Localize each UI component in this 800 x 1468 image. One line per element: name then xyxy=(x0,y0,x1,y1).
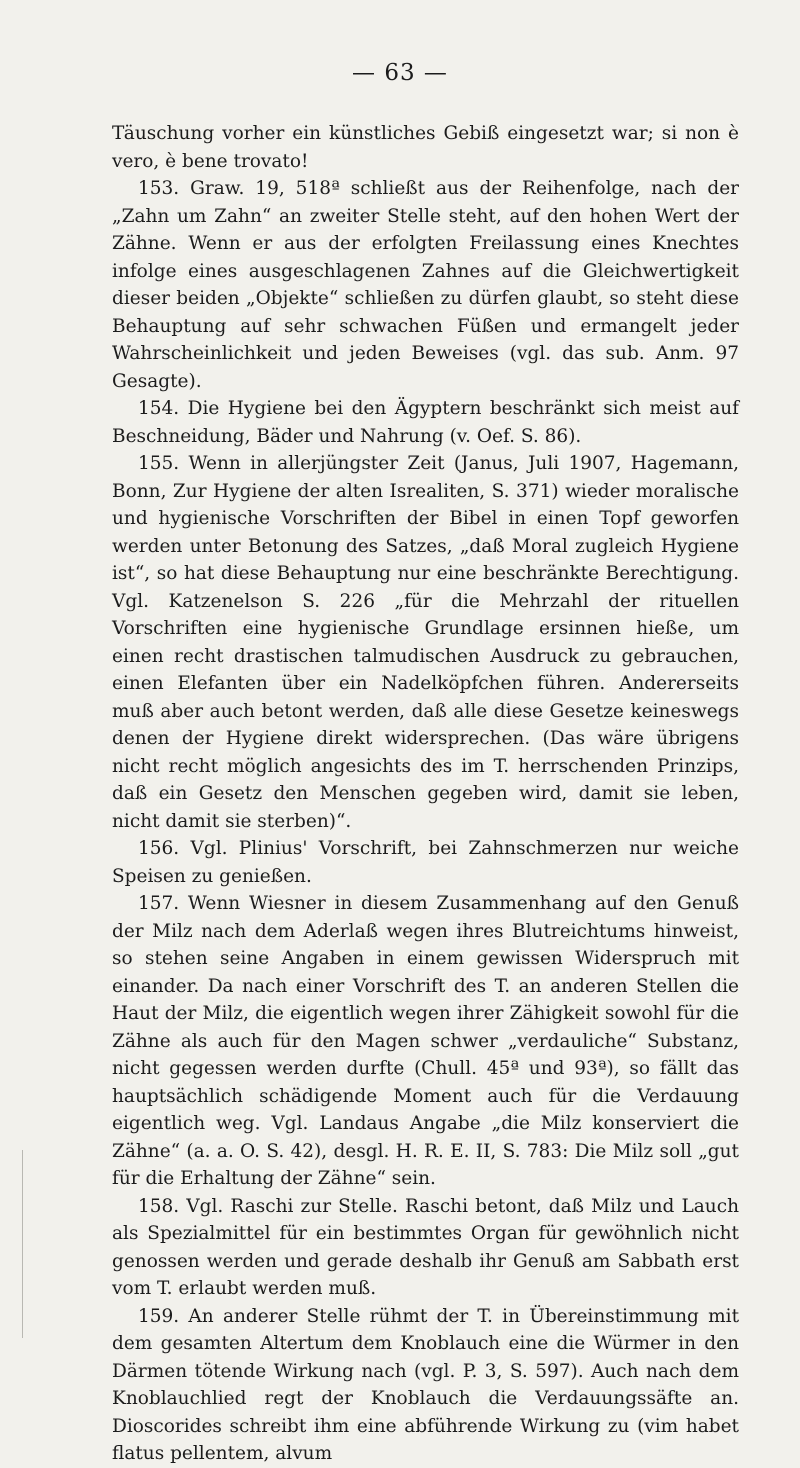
page-number: — 63 — xyxy=(352,60,448,86)
note-153: 153. Graw. 19, 518ª schließt aus der Reihenfolge, nach der „Zahn um Zahn“ an zweiter Stelle steht, auf den hohen Wert der Zähne. Wenn er aus der erfolgten Freilassung eines Knechtes infolge eines ausgeschlagenen Zahnes auf die Gleichwertigkeit dieser beiden „Objekte“ schließen zu dürfen glaubt, so steht diese Behauptung auf sehr schwachen Füßen und ermangelt jeder Wahrscheinlichkeit und jeden Beweises (vgl. das sub. Anm. 97 Gesagte). xyxy=(112,178,739,392)
scan-edge-line xyxy=(22,1150,23,1338)
note-156: 156. Vgl. Plinius' Vorschrift, bei Zahnschmerzen nur weiche Speisen zu genießen. xyxy=(112,838,739,887)
paragraph-continuation: Täuschung vorher ein künstliches Gebiß eingesetzt war; si non è vero, è bene trovato! xyxy=(112,123,739,172)
note-154: 154. Die Hygiene bei den Ägyptern beschränkt sich meist auf Beschneidung, Bäder und Nahrung (v. Oef. S. 86). xyxy=(112,398,739,447)
note-158: 158. Vgl. Raschi zur Stelle. Raschi betont, daß Milz und Lauch als Spezialmittel für ein bestimmtes Organ für gewöhnlich nicht genossen werden und gerade deshalb ihr Genuß am Sabbath erst vom T. erlaubt werden muß. xyxy=(112,1195,739,1299)
body-text xyxy=(112,120,739,1468)
note-159: 159. An anderer Stelle rühmt der T. in Übereinstimmung mit dem gesamten Altertum dem Knoblauch eine die Würmer in den Därmen tötende Wirkung nach (vgl. P. 3, S. 597). Auch nach dem Knoblauchlied regt der Knoblauch die Verdauungssäfte an. Dioscorides schreibt ihm eine abführende Wirkung zu (vim habet flatus pellentem, alvum xyxy=(112,1305,739,1464)
note-157: 157. Wenn Wiesner in diesem Zusammenhang auf den Genuß der Milz nach dem Aderlaß wegen ihres Blutreichtums hinweist, so stehen seine Angaben in einem gewissen Widerspruch mit einander. Da nach einer Vorschrift des T. an anderen Stellen die Haut der Milz, die eigentlich wegen ihrer Zähigkeit sowohl für die Zähne als auch für den Magen schwer „verdauliche“ Substanz, nicht gegessen werden durfte (Chull. 45ª und 93ª), so fällt das hauptsächlich schädigende Moment auch für die Verdauung eigentlich weg. Vgl. Landaus Angabe „die Milz konserviert die Zähne“ (a. a. O. S. 42), desgl. H. R. E. II, S. 783: Die Milz soll „gut für die Erhaltung der Zähne“ sein. xyxy=(112,893,739,1189)
note-155: 155. Wenn in allerjüngster Zeit (Janus, Juli 1907, Hagemann, Bonn, Zur Hygiene der alten Isrealiten, S. 371) wieder moralische und hygienische Vorschriften der Bibel in einen Topf geworfen werden unter Betonung des Satzes, „daß Moral zugleich Hygiene ist“, so hat diese Behauptung nur eine beschränkte Berechtigung. Vgl. Katzenelson S. 226 „für die Mehrzahl der rituellen Vorschriften eine hygienische Grundlage ersinnen hieße, um einen recht drastischen talmudischen Ausdruck zu gebrauchen, einen Elefanten über ein Nadelköpfchen führen. Andererseits muß aber auch betont werden, daß alle diese Gesetze keineswegs denen der Hygiene direkt widersprechen. (Das wäre übrigens nicht recht möglich angesichts des im T. herrschenden Prinzips, daß ein Gesetz den Menschen gegeben wird, damit sie leben, nicht damit sie sterben)“. xyxy=(112,453,739,832)
